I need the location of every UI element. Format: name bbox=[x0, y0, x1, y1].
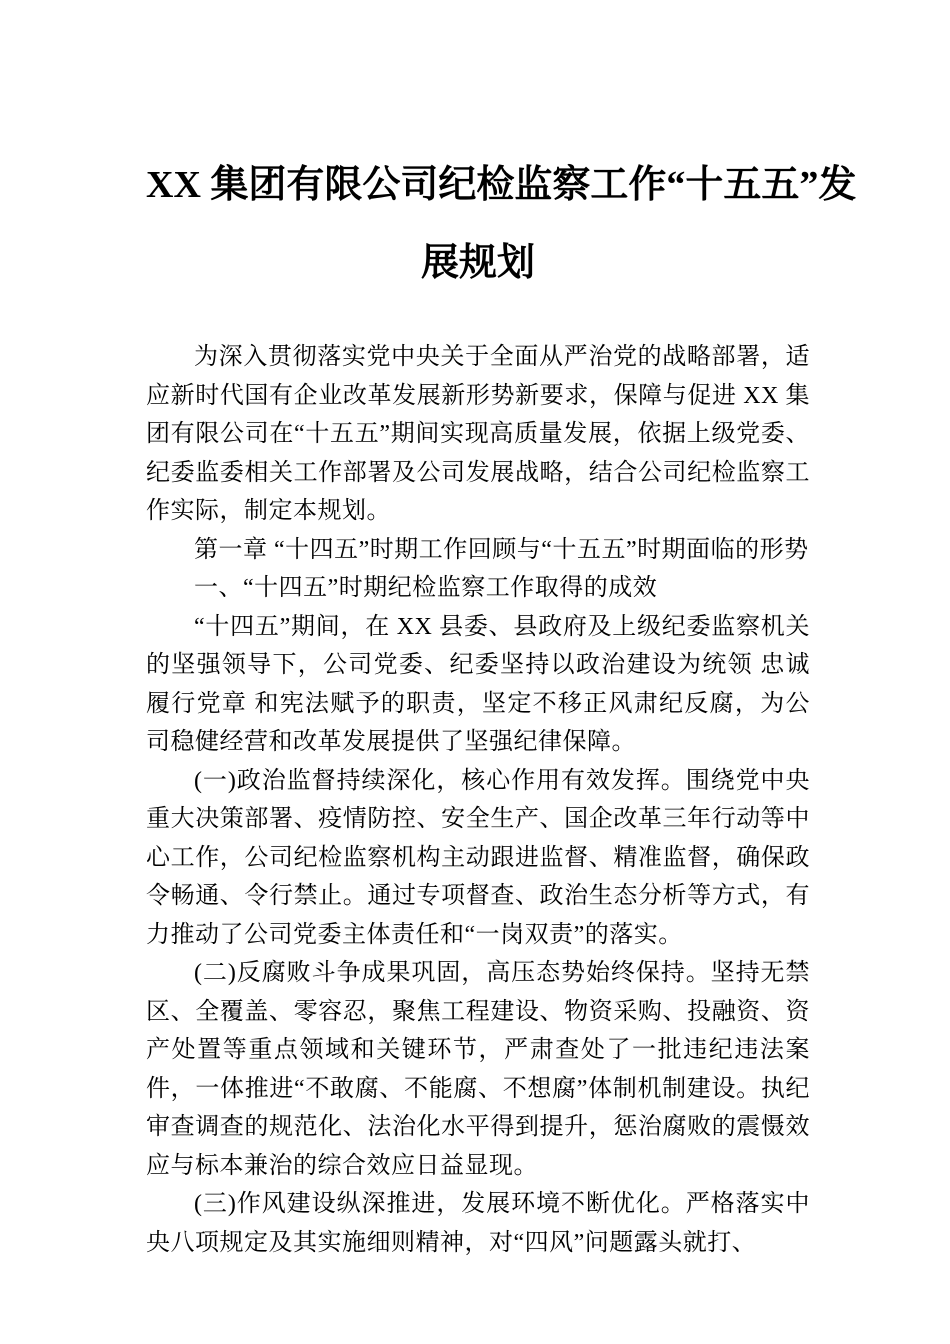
paragraph-achievement-3: (三)作风建设纵深推进，发展环境不断优化。严格落实中央八项规定及其实施细则精神，对“四风”问题露头就打、 bbox=[146, 1191, 810, 1256]
document-body bbox=[146, 338, 810, 1262]
document-title bbox=[146, 146, 857, 302]
paragraph-intro: 为深入贯彻落实党中央关于全面从严治党的战略部署，适应新时代国有企业改革发展新形势新要求，保障与促进 XX 集团有限公司在“十五五”期间实现高质量发展，依据上级党委、纪委监委相关工作部署及公司发展战略，结合公司纪检监察工作实际，制定本规划。 bbox=[146, 344, 810, 524]
paragraph-achievement-2: (二)反腐败斗争成果巩固，高压态势始终保持。坚持无禁区、全覆盖、零容忍，聚焦工程建设、物资采购、投融资、资产处置等重点领域和关键环节，严肃查处了一批违纪违法案件，一体推进“不敢腐、不能腐、不想腐”体制机制建设。执纪审查调查的规范化、法治化水平得到提升，惩治腐败的震慑效应与标本兼治的综合效应日益显现。 bbox=[146, 960, 810, 1179]
document-title-line-2: 展规划 bbox=[420, 242, 535, 284]
paragraph-chapter-1-heading: 第一章 “十四五”时期工作回顾与“十五五”时期面临的形势 bbox=[194, 536, 809, 563]
paragraph-achievement-1: (一)政治监督持续深化，核心作用有效发挥。围绕党中央重大决策部署、疫情防控、安全生产、国企改革三年行动等中心工作，公司纪检监察机构主动跟进监督、精准监督，确保政令畅通、令行禁止。通过专项督查、政治生态分析等方式，有力推动了公司党委主体责任和“一岗双责”的落实。 bbox=[146, 767, 810, 948]
document-title-line-1: XX 集团有限公司纪检监察工作“十五五”发 bbox=[146, 164, 857, 206]
paragraph-section-1-heading: 一、“十四五”时期纪检监察工作取得的成效 bbox=[194, 575, 658, 601]
paragraph-section-1-intro: “十四五”期间，在 XX 县委、县政府及上级纪委监察机关的坚强领导下，公司党委、纪委坚持以政治建设为统领 忠诚履行党章 和宪法赋予的职责，坚定不移正风肃纪反腐，为公司稳健经营和改革发展提供了坚强纪律保障。 bbox=[146, 613, 810, 755]
